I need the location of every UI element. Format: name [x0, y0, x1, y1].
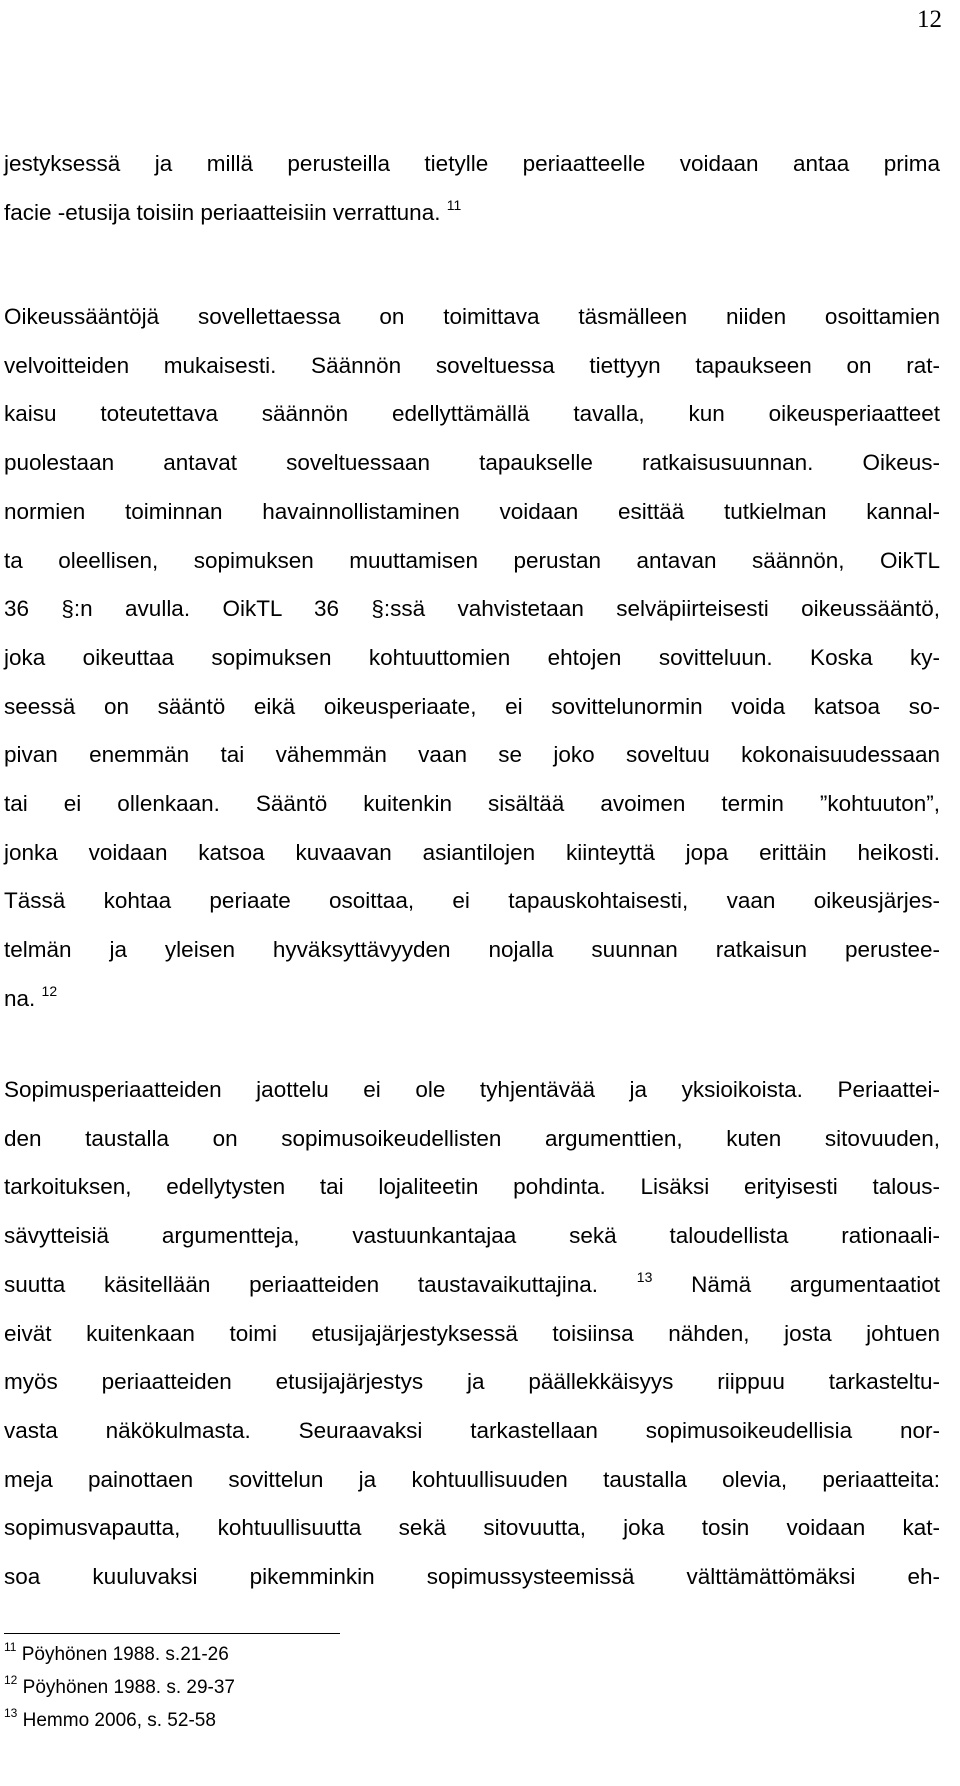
text-line: Tässä kohtaa periaate osoittaa, ei tapauskohtaisesti, vaan oikeusjärjes-	[4, 888, 940, 914]
footnote-number: 13	[4, 1706, 18, 1720]
paragraph-2	[4, 293, 940, 1024]
footnote-ref: 11	[446, 196, 462, 213]
footnote-number: 12	[4, 1673, 18, 1687]
text-line: jestyksessä ja millä perusteilla tietylle periaatteelle voidaan antaa prima	[4, 151, 940, 176]
text-line: ta oleellisen, sopimuksen muuttamisen perustan antavan säännön, OikTL	[4, 547, 940, 573]
text-line: pivan enemmän tai vähemmän vaan se joko soveltuu kokonaisuudessaan	[4, 742, 940, 768]
text-line: puolestaan antavat soveltuessaan tapaukselle ratkaisusuunnan. Oikeus-	[4, 450, 940, 476]
footnote	[4, 1671, 235, 1704]
text-line: eivät kuitenkaan toimi etusijajärjestyksessä toisiinsa nähden, josta johtuen	[4, 1320, 940, 1346]
text-line: meja painottaen sovittelun ja kohtuullisuuden taustalla olevia, periaatteita:	[4, 1466, 940, 1492]
text-line: sävytteisiä argumentteja, vastuunkantajaa sekä taloudellista rationaali-	[4, 1223, 940, 1249]
text-line: telmän ja yleisen hyväksyttävyyden nojalla suunnan ratkaisun perustee-	[4, 937, 940, 963]
paragraph-3	[4, 1066, 940, 1602]
text-line: na. $^{12}$	[4, 982, 58, 1011]
text-line: sopimusvapautta, kohtuullisuutta sekä sitovuutta, joka tosin voidaan kat-	[4, 1515, 940, 1541]
text-line: tai ei ollenkaan. Sääntö kuitenkin sisältää avoimen termin ”kohtuuton”,	[4, 791, 940, 817]
text-line: normien toiminnan havainnollistaminen voidaan esittää tutkielman kannal-	[4, 498, 940, 524]
text-line: myös periaatteiden etusijajärjestys ja päällekkäisyys riippuu tarkasteltu-	[4, 1369, 940, 1395]
footnote-text: Pöyhönen 1988. s. 29-37	[22, 1677, 235, 1698]
text-line: den taustalla on sopimusoikeudellisten argumenttien, kuten sitovuuden,	[4, 1125, 940, 1151]
text-line: 36 §:n avulla. OikTL 36 §:ssä vahvistetaan selväpiirteisesti oikeussääntö,	[4, 596, 940, 622]
text-line: velvoitteiden mukaisesti. Säännön soveltuessa tiettyyn tapaukseen on rat-	[4, 352, 940, 378]
text-line: facie -etusija toisiin periaatteisiin verrattuna. $^{11}$	[4, 196, 462, 225]
text-line: seessä on sääntö eikä oikeusperiaate, ei sovittelunormin voida katsoa so-	[4, 693, 940, 719]
page-number: 12	[917, 6, 942, 33]
text-line: tarkoituksen, edellytysten tai lojaliteetin pohdinta. Lisäksi erityisesti talous-	[4, 1174, 940, 1200]
footnote-divider	[4, 1633, 340, 1634]
footnote	[4, 1704, 235, 1737]
text-line: soa kuuluvaksi pikemminkin sopimussysteemissä välttämättömäksi eh-	[4, 1564, 940, 1590]
footnote-number: 11	[4, 1640, 17, 1654]
footnotes	[4, 1638, 235, 1737]
text-line: Oikeussääntöjä sovellettaessa on toimittava täsmälleen niiden osoittamien	[4, 304, 940, 329]
footnote-ref: 13	[636, 1268, 653, 1285]
text-line: joka oikeuttaa sopimuksen kohtuuttomien ehtojen sovitteluun. Koska ky-	[4, 644, 940, 670]
text-line: kaisu toteutettava säännön edellyttämällä tavalla, kun oikeusperiaatteet	[4, 401, 940, 427]
text-line: jonka voidaan katsoa kuvaavan asiantilojen kiinteyttä jopa erittäin heikosti.	[4, 839, 940, 865]
text-line: suutta käsitellään periaatteiden taustavaikuttajina. $^{13}$ Nämä argumentaatiot	[4, 1268, 940, 1297]
paragraph-1	[4, 140, 940, 237]
footnote-text: Pöyhönen 1988. s.21-26	[21, 1644, 229, 1665]
footnote-text: Hemmo 2006, s. 52-58	[22, 1710, 216, 1731]
text-line: Sopimusperiaatteiden jaottelu ei ole tyhjentävää ja yksioikoista. Periaattei-	[4, 1077, 940, 1102]
footnote	[4, 1638, 235, 1671]
text-line: vasta näkökulmasta. Seuraavaksi tarkastellaan sopimusoikeudellisia nor-	[4, 1417, 940, 1443]
footnote-ref: 12	[41, 982, 58, 999]
